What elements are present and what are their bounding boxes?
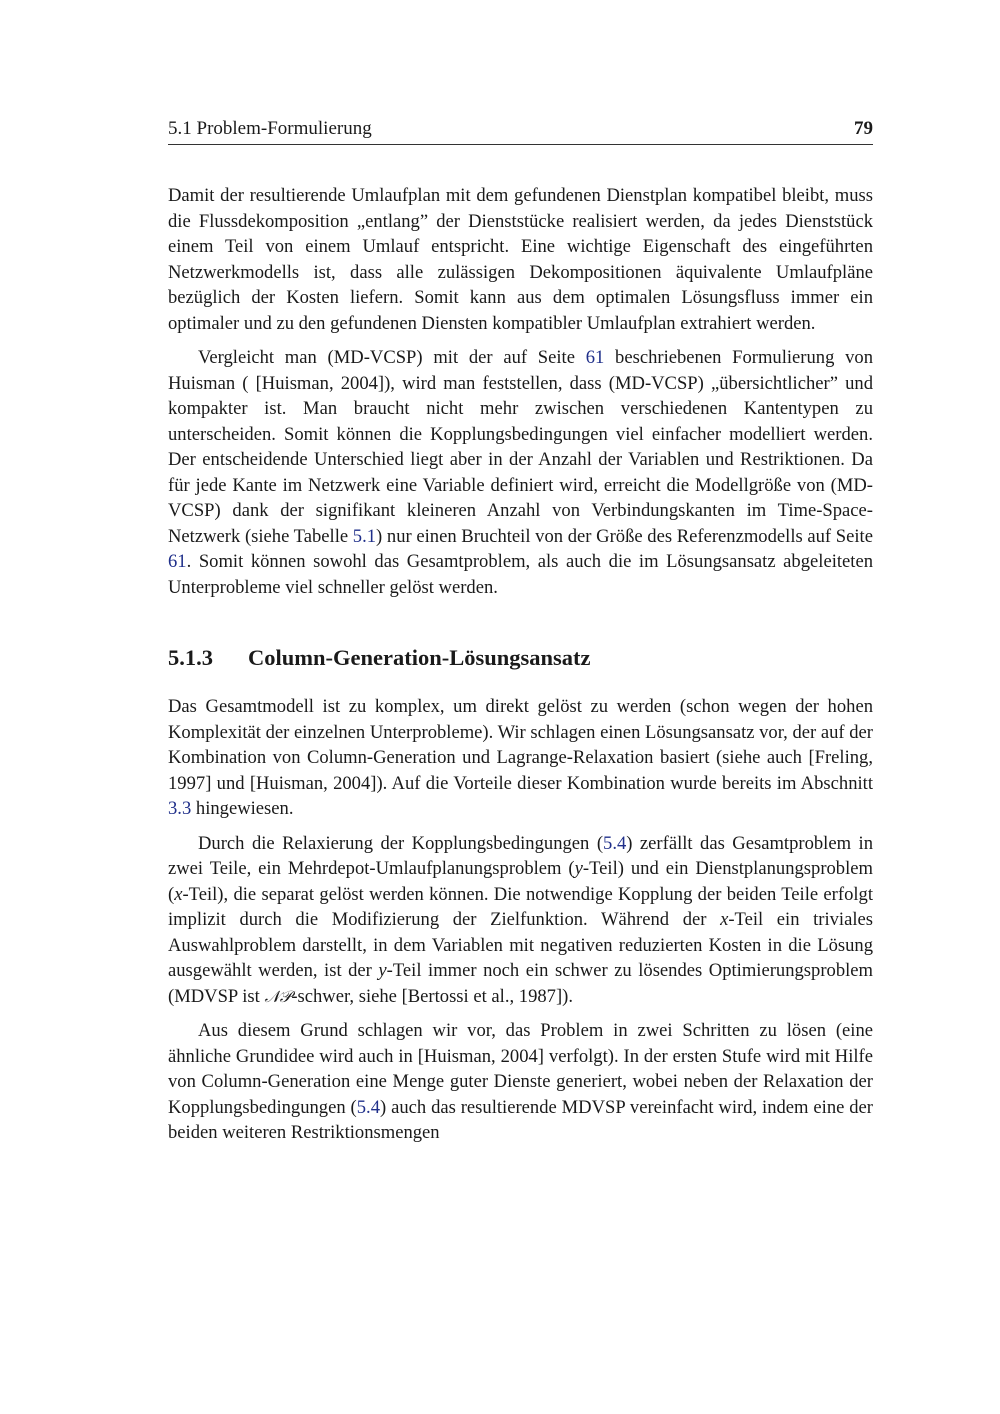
section-ref-link[interactable]: 3.3 <box>168 798 192 819</box>
page-ref-link[interactable]: 61 <box>585 347 605 368</box>
table-ref-link[interactable]: 5.1 <box>352 525 377 547</box>
paragraph-2: Vergleicht man (MD-VCSP) mit der auf Seite 61 beschriebenen Formulierung von Huisman ( [Huisman, 2004]), wird man feststellen, dass (MD-VCSP) „übersichtlicher” und kompakter ist. Man braucht nicht mehr zwischen verschiedenen Kantentypen zu unterscheiden. Somit können die Kopplungsbedingungen viel einfacher modelliert werden. Der entscheidende Unterschied liegt aber in der Anzahl der Variablen und Restriktionen. Da für jede Kante im Netzwerk eine Variable definiert wird, erreicht die Modellgröße von (MD-VCSP) dank der signifikant kleineren Anzahl von Verbindungskanten im Time-Space-Netzwerk (siehe Tabelle 5.1) nur einen Bruchteil von der Größe des Referenzmodells auf Seite 61. Somit können sowohl das Gesamtproblem, als auch die im Lösungsansatz abgeleiteten Unterprobleme viel schneller gelöst werden. <box>168 347 873 598</box>
page-ref-link[interactable]: 61 <box>168 551 187 572</box>
header-section-title: 5.1 Problem-Formulierung <box>168 118 372 139</box>
np-symbol: 𝒩𝒫 <box>264 986 292 1006</box>
paragraph-3: Das Gesamtmodell ist zu komplex, um direkt gelöst zu werden (schon wegen der hohen Komplexität der einzelnen Unterprobleme). Wir schlagen einen Lösungsansatz vor, der auf der Kombination von Column-Generation und Lagrange-Relaxation basiert (siehe auch [Freling, 1997] und [Huisman, 2004]). Auf die Vorteile dieser Kombination wurde bereits im Abschnitt 3.3 hingewiesen. <box>168 696 873 819</box>
equation-ref-link[interactable]: 5.4 <box>603 832 627 854</box>
section-title: Column-Generation-Lösungsansatz <box>248 645 591 670</box>
page <box>168 118 873 1155</box>
equation-ref-link[interactable]: 5.4 <box>356 1096 380 1118</box>
page-number: 79 <box>854 118 873 139</box>
paragraph-5: Aus diesem Grund schlagen wir vor, das Problem in zwei Schritten zu lösen (eine ähnliche Grundidee wird auch in [Huisman, 2004] verfolgt). In der ersten Stufe wird mit Hilfe von Column-Generation eine Menge guter Dienste generiert, wobei neben der Relaxation der Kopplungsbedingungen (5.4) auch das resultierende MDVSP vereinfacht wird, indem eine der beiden weiteren Restriktionsmengen <box>168 1020 873 1143</box>
running-header <box>168 118 873 145</box>
body-text <box>168 183 873 1146</box>
section-number: 5.1.3 <box>168 645 213 670</box>
section-heading <box>168 644 873 672</box>
paragraph-4: Durch die Relaxierung der Kopplungsbedingungen (5.4) zerfällt das Gesamtproblem in zwei Teile, ein Mehrdepot-Umlaufplanungsproblem (y-Teil) und ein Dienstplanungsproblem (x-Teil), die separat gelöst werden können. Die notwendige Kopplung der beiden Teile erfolgt implizit durch die Modifizierung der Zielfunktion. Während der x-Teil ein triviales Auswahlproblem darstellt, in dem Variablen mit negativen reduzierten Kosten in die Lösung ausgewählt werden, ist der y-Teil immer noch ein schwer zu lösendes Optimierungsproblem (MDVSP ist 𝒩𝒫-schwer, siehe [Bertossi et al., 1987]). <box>168 832 874 1007</box>
paragraph-1: Damit der resultierende Umlaufplan mit dem gefundenen Dienstplan kompatibel bleibt, muss die Flussdekomposition „entlang” der Dienststücke realisiert werden, da jedes Dienststück einem Teil von einem Umlauf entspricht. Eine wichtige Eigenschaft des eingeführten Netzwerkmodells ist, dass alle zulässigen Dekompositionen äquivalente Umlaufpläne bezüglich der Kosten liefern. Somit kann aus dem optimalen Lösungsfluss immer ein optimaler und zu den gefundenen Diensten kompatibler Umlaufplan extrahiert werden. <box>168 185 873 334</box>
